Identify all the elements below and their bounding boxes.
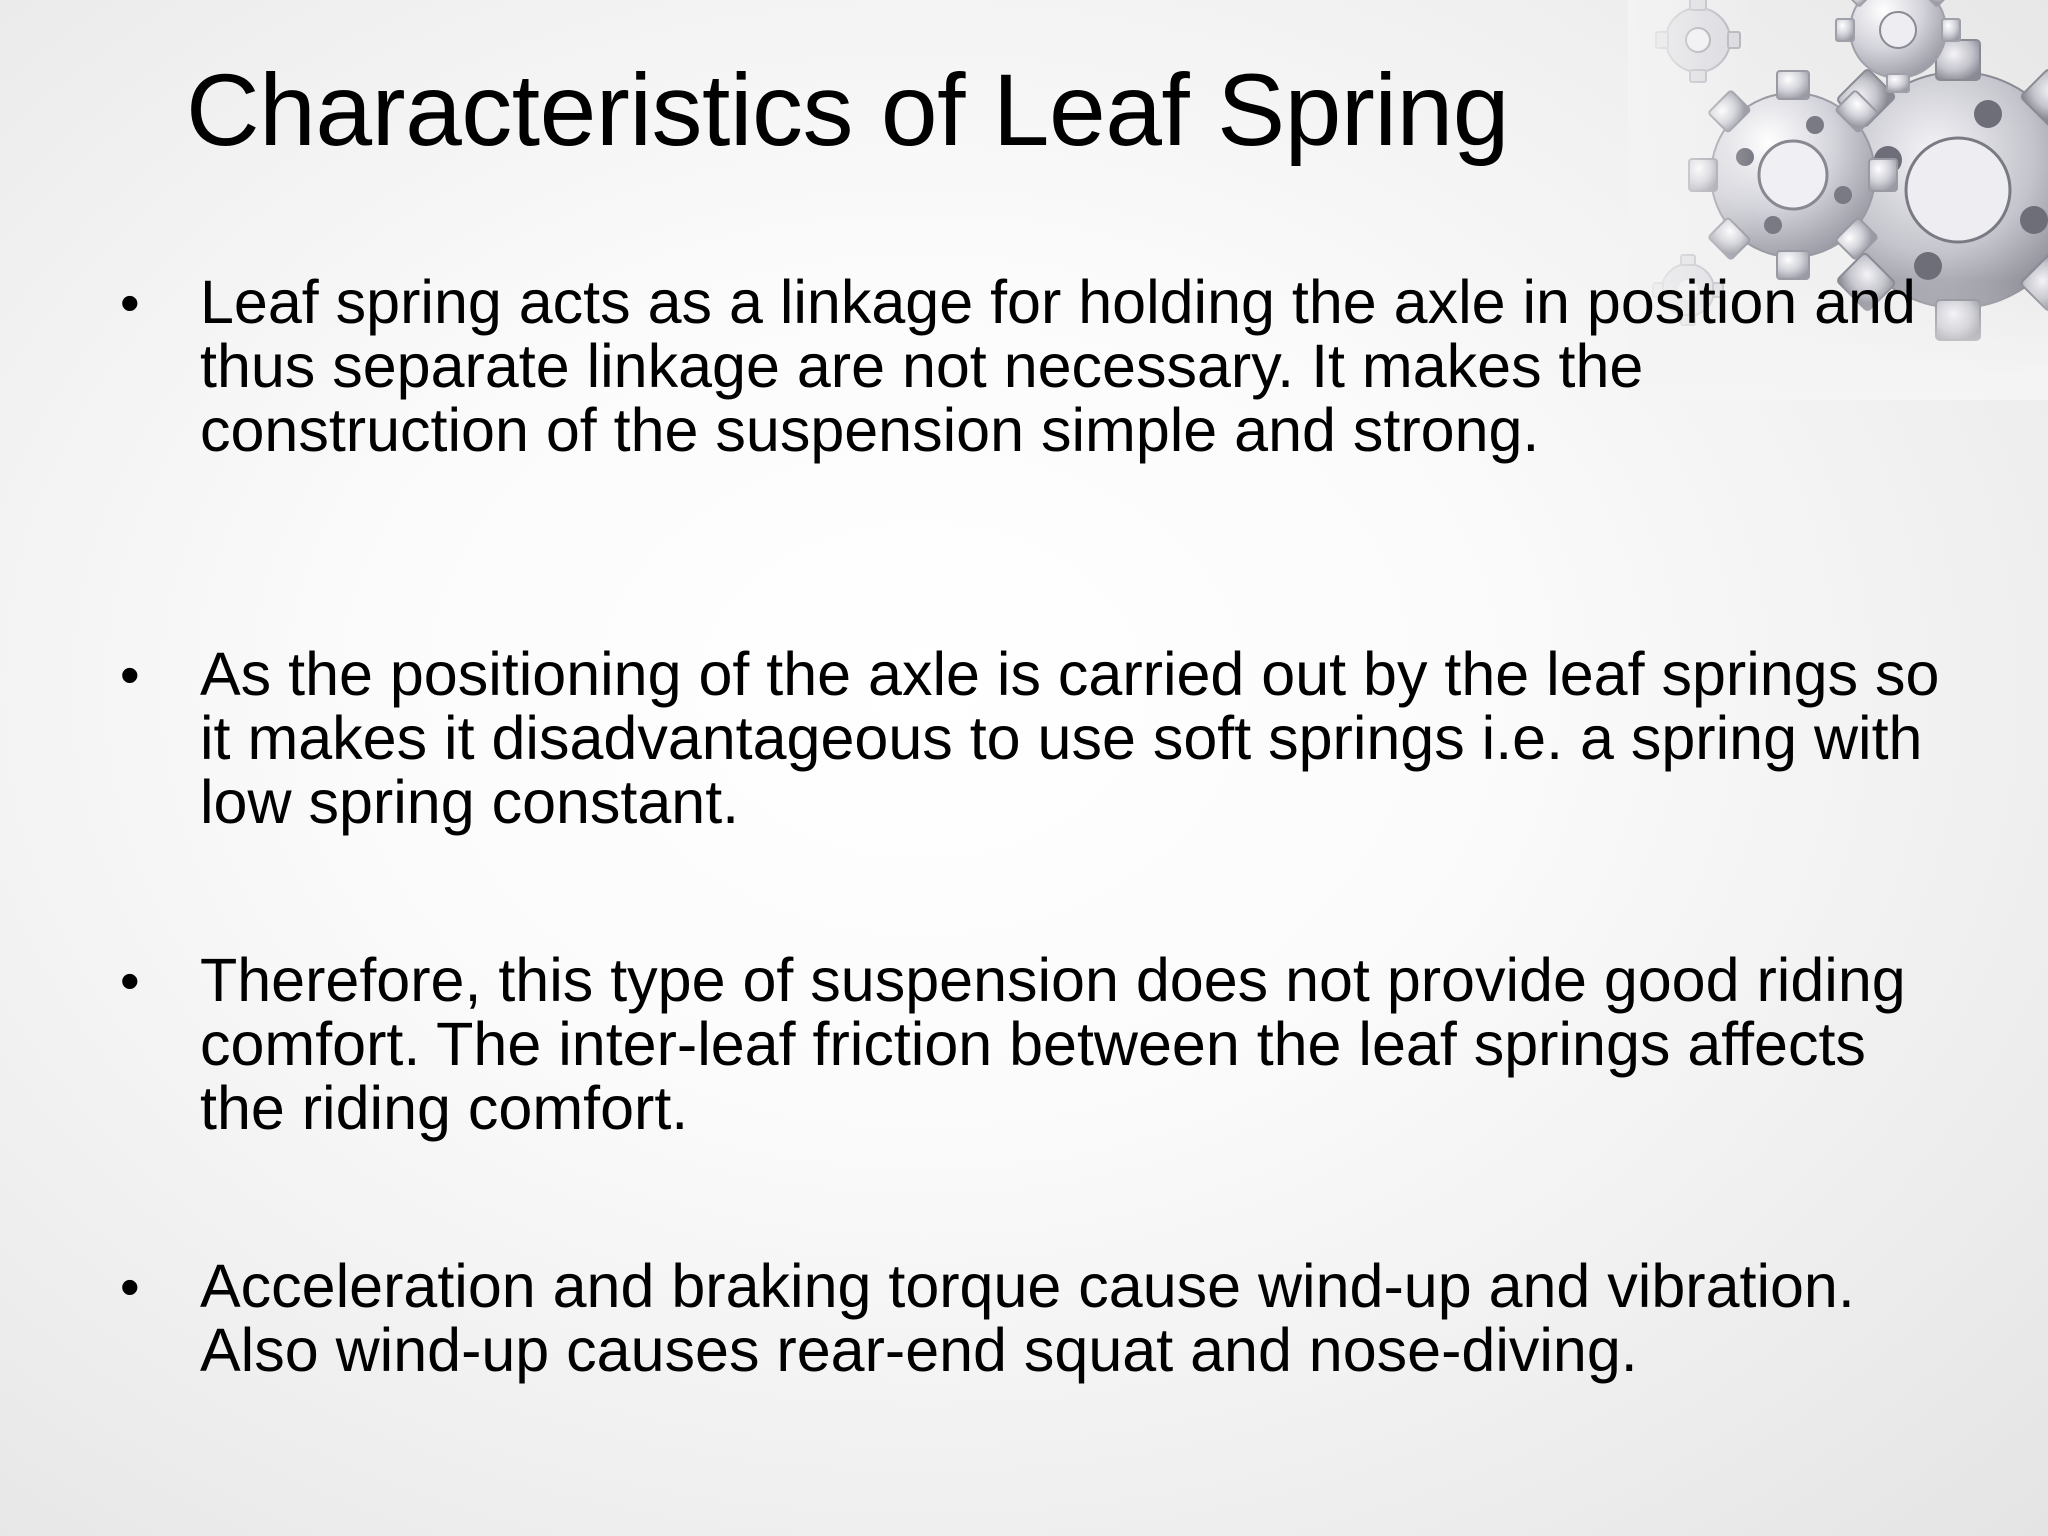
bullet-icon: • <box>120 643 140 706</box>
bullet-text: Leaf spring acts as a linkage for holding the axle in position and thus separate linkage are not necessary. It makes the construction of the suspension simple and strong. <box>200 268 1916 464</box>
bullet-text: Therefore, this type of suspension does not provide good riding comfort. The inter-leaf friction between the leaf springs affects the riding comfort. <box>200 946 1906 1142</box>
bullet-text: Acceleration and braking torque cause wind-up and vibration. Also wind-up causes rear-end squat and nose-diving. <box>200 1252 1855 1384</box>
bullet-icon: • <box>120 271 140 334</box>
bullet-icon: • <box>120 949 140 1012</box>
bullet-icon: • <box>120 1255 140 1318</box>
slide-title: Characteristics of Leaf Spring <box>186 53 1509 167</box>
bullet-text: As the positioning of the axle is carried out by the leaf springs so it makes it disadvantageous to use soft springs i.e. a spring with low spring constant. <box>200 640 1940 836</box>
